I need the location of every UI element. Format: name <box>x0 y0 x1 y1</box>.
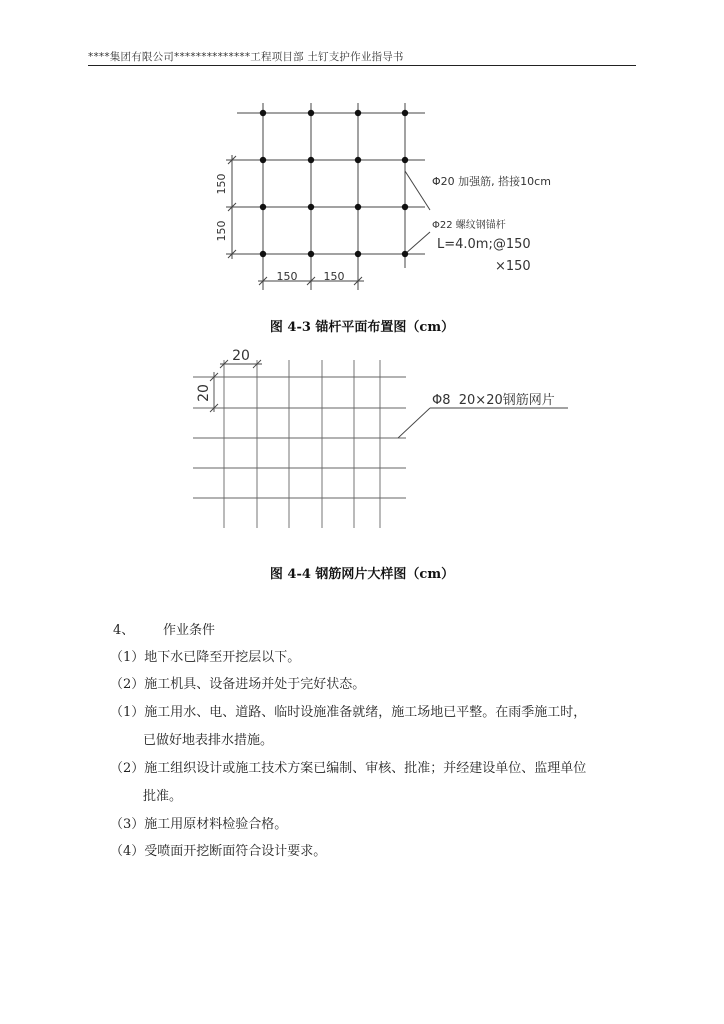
anchor-point <box>355 110 361 116</box>
label-anchor-bar: Φ22 螺纹钢锚杆 <box>432 220 506 231</box>
leader-steel <box>405 171 430 210</box>
anchor-point <box>402 157 408 163</box>
condition-item: （2）施工机具、设备进场并处于完好状态。 <box>110 677 366 692</box>
condition-item: （3）施工用原材料检验合格。 <box>110 817 288 832</box>
section-title: 作业条件 <box>163 623 216 638</box>
page-header <box>88 47 636 66</box>
section-number: 4、 <box>113 623 135 638</box>
condition-item: （1）施工用水、电、道路、临时设施准备就绪，施工场地已平整。在雨季施工时， <box>110 705 587 720</box>
anchor-point <box>402 251 408 257</box>
rebar-mesh-figure <box>0 340 724 540</box>
anchor-point <box>260 204 266 210</box>
anchor-point <box>308 251 314 257</box>
dim-label-vertical-1: 150 <box>215 173 228 195</box>
anchor-point <box>308 110 314 116</box>
anchor-points <box>260 110 408 257</box>
anchor-point <box>402 204 408 210</box>
anchor-point <box>402 110 408 116</box>
label-anchor-spec-2: ×150 <box>495 259 531 274</box>
figure-4-4-caption: 图 4-4 钢筋网片大样图（cm） <box>269 567 455 582</box>
dim-label-horizontal-2: 150 <box>323 270 345 283</box>
anchor-point <box>308 157 314 163</box>
condition-item: （4）受喷面开挖断面符合设计要求。 <box>110 844 327 859</box>
anchor-point <box>355 157 361 163</box>
label-anchor-spec: L=4.0m;@150 <box>437 237 531 252</box>
figure-4-3-caption: 图 4-3 锚杆平面布置图（cm） <box>269 320 455 335</box>
section-heading <box>113 619 215 638</box>
anchor-point <box>260 251 266 257</box>
dim-label-horizontal-1: 150 <box>276 270 298 283</box>
anchor-point <box>355 204 361 210</box>
mesh-dim-label-vertical: 20 <box>196 384 212 402</box>
anchor-point <box>308 204 314 210</box>
anchor-point <box>260 157 266 163</box>
label-mesh-spec: Φ8 20×20钢筋网片 <box>432 393 555 408</box>
dim-label-vertical-2: 150 <box>215 220 228 242</box>
anchor-layout-figure <box>0 100 724 310</box>
condition-item: （2）施工组织设计或施工技术方案已编制、审核、批准；并经建设单位、监理单位 <box>110 761 587 776</box>
anchor-point <box>260 110 266 116</box>
label-reinforcing-bar: Φ20 加强筋, 搭接10cm <box>432 175 551 188</box>
anchor-point <box>355 251 361 257</box>
condition-item: （1）地下水已降至开挖层以下。 <box>110 650 301 665</box>
leader-mesh <box>398 408 430 438</box>
header-text: ****集团有限公司**************工程项目部 土钉支护作业指导书 <box>88 51 404 63</box>
mesh-dim-label-horizontal: 20 <box>232 348 250 364</box>
leader-anchor <box>405 232 430 254</box>
condition-item-continued: 批准。 <box>143 789 183 804</box>
condition-item-continued: 已做好地表排水措施。 <box>143 733 274 748</box>
